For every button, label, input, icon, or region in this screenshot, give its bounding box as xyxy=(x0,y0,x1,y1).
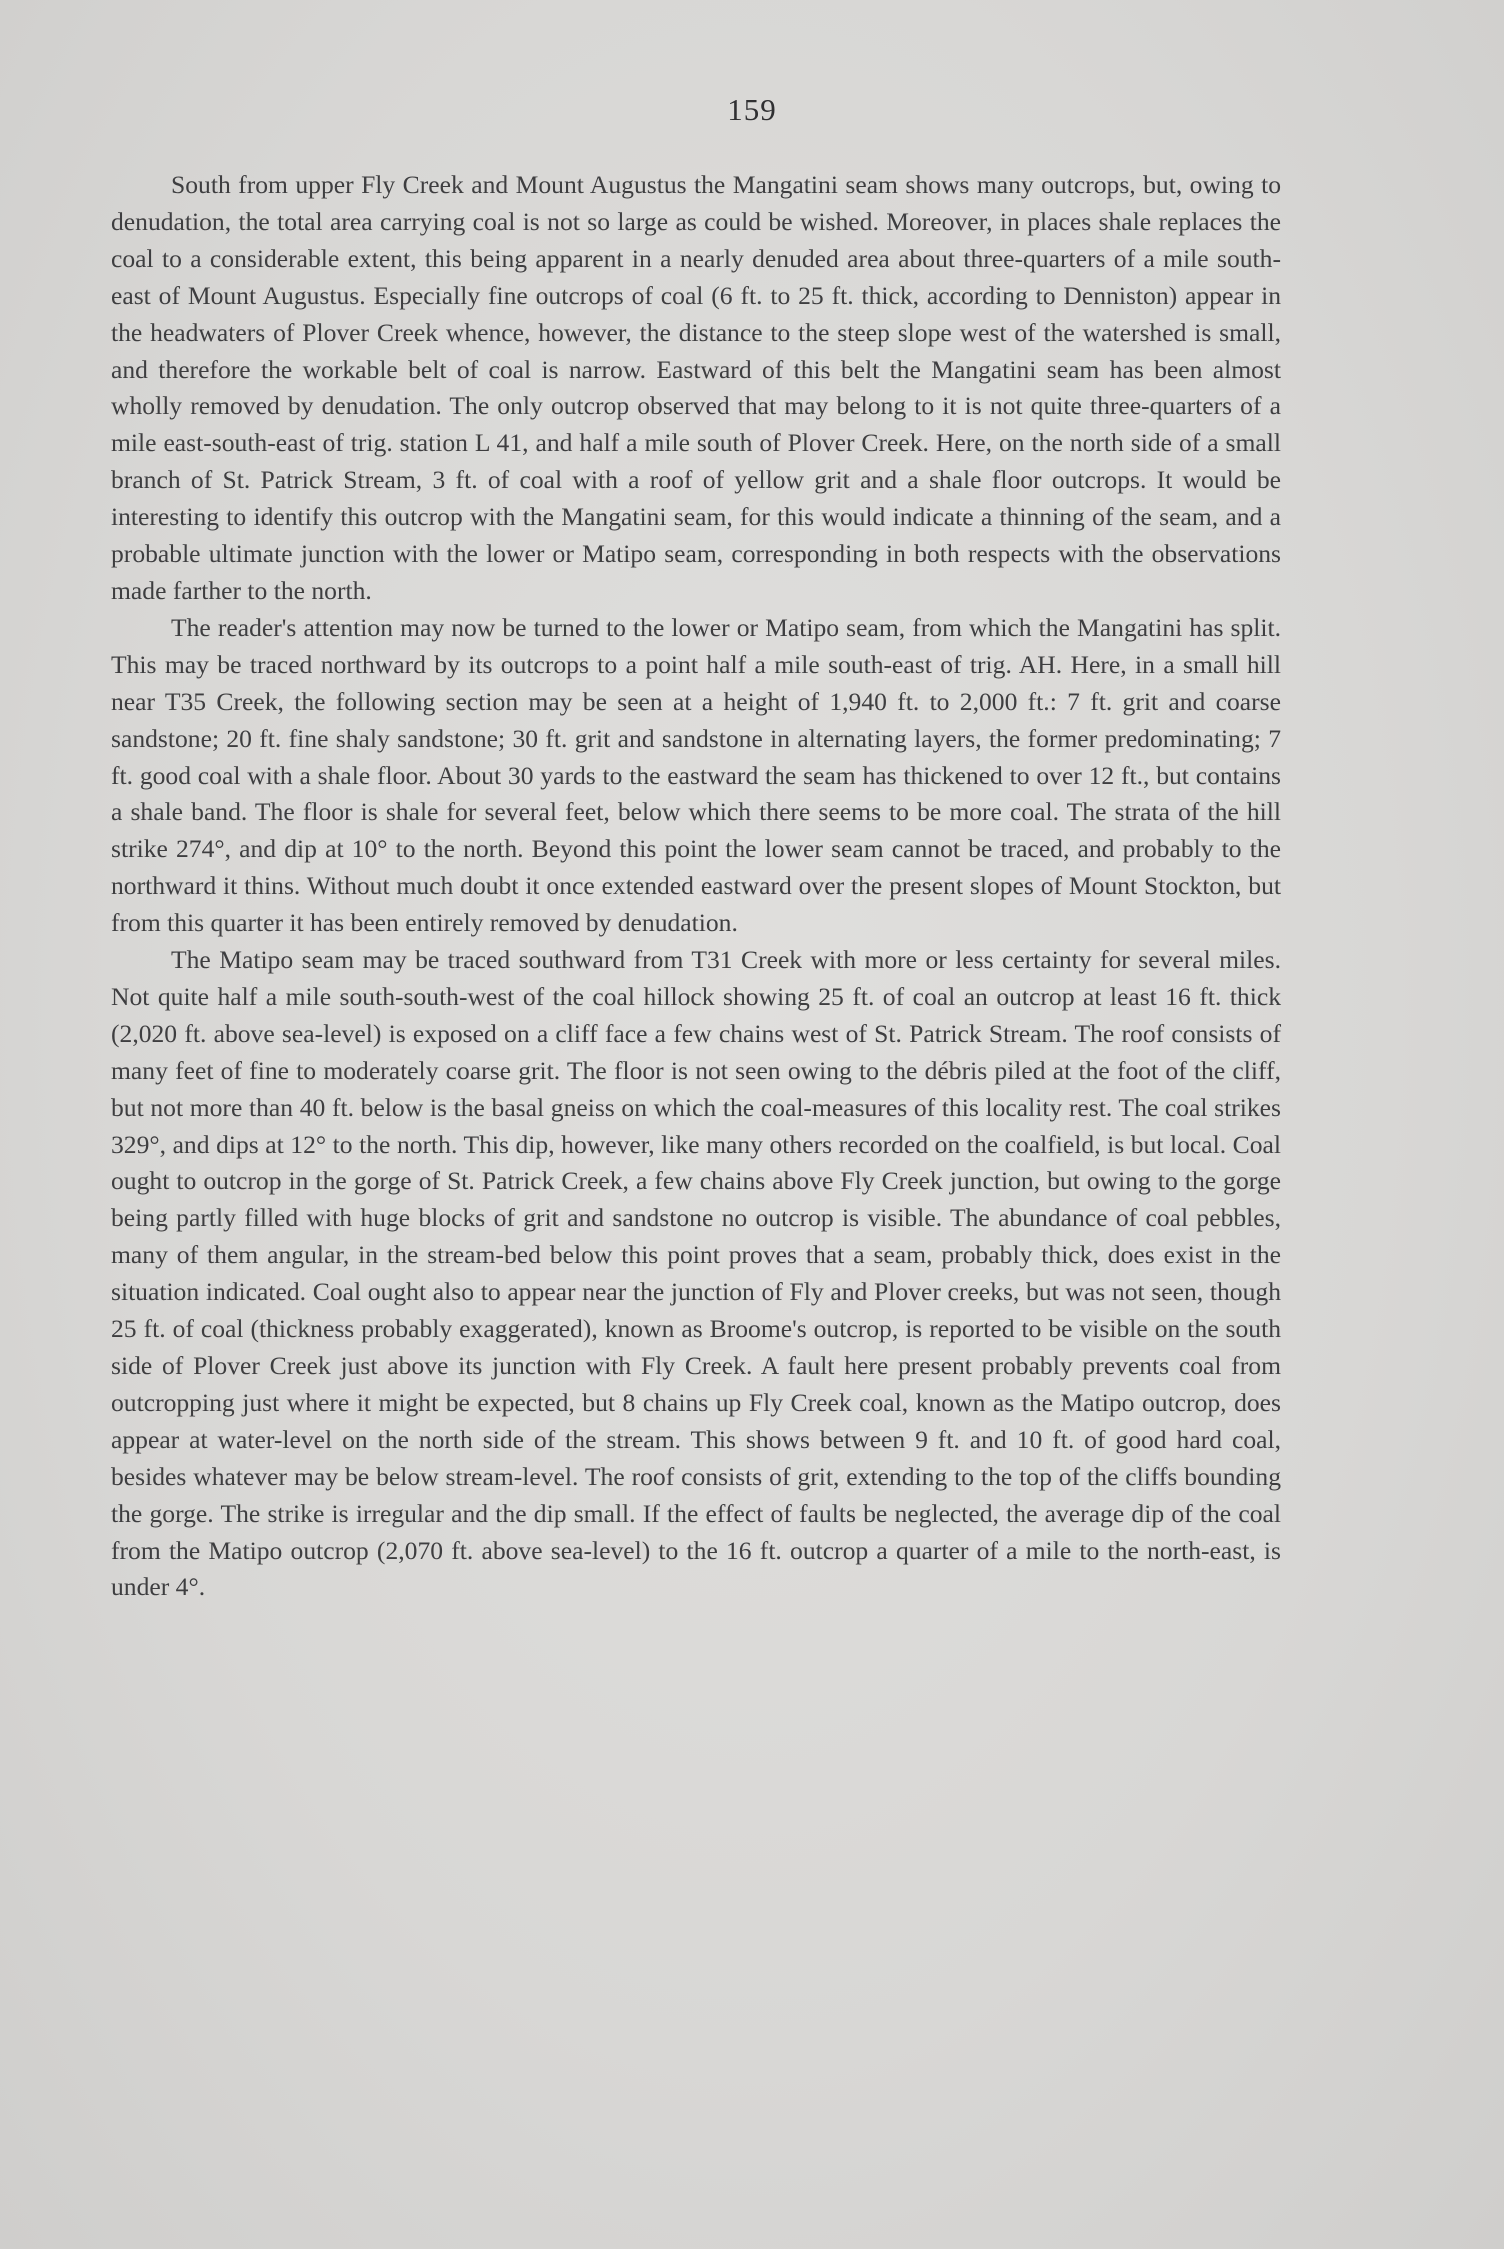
paragraph-matipo-seam-south: The Matipo seam may be traced southward from T31 Creek with more or less certainty for several miles. Not quite half a mile south-south-west of the coal hillock showing 25 ft. of coal an outcrop at least 16 ft. thick (2,020 ft. above sea-level) is exposed on a cliff face a few chains west of St. Patrick Stream. The roof consists of many feet of fine to moderately coarse grit. The floor is not seen owing to the débris piled at the foot of the cliff, but not more than 40 ft. below is the basal gneiss on which the coal-measures of this locality rest. The coal strikes 329°, and dips at 12° to the north. This dip, however, like many others recorded on the coalfield, is but local. Coal ought to outcrop in the gorge of St. Patrick Creek, a few chains above Fly Creek junction, but owing to the gorge being partly filled with huge blocks of grit and sandstone no outcrop is visible. The abundance of coal pebbles, many of them angular, in the stream-bed below this point proves that a seam, probably thick, does exist in the situation indicated. Coal ought also to appear near the junction of Fly and Plover creeks, but was not seen, though 25 ft. of coal (thickness probably exaggerated), known as Broome's outcrop, is reported to be visible on the south side of Plover Creek just above its junction with Fly Creek. A fault here present probably prevents coal from outcropping just where it might be expected, but 8 chains up Fly Creek coal, known as the Matipo outcrop, does appear at water-level on the north side of the stream. This shows between 9 ft. and 10 ft. of good hard coal, besides whatever may be below stream-level. The roof consists of grit, extending to the top of the cliffs bounding the gorge. The strike is irregular and the dip small. If the effect of faults be neglected, the average dip of the coal from the Matipo outcrop (2,070 ft. above sea-level) to the 16 ft. outcrop a quarter of a mile to the north-east, is under 4°. xyxy=(111,945,1281,1602)
page-number: 159 xyxy=(727,92,777,127)
body-text xyxy=(111,167,1281,1606)
paragraph-mangatini-seam: South from upper Fly Creek and Mount Augustus the Mangatini seam shows many outcrops, but, owing to denudation, the total area carrying coal is not so large as could be wished. Moreover, in places shale replaces the coal to a considerable extent, this being apparent in a nearly denuded area about three-quarters of a mile south-east of Mount Augustus. Especially fine outcrops of coal (6 ft. to 25 ft. thick, according to Denniston) appear in the headwaters of Plover Creek whence, however, the distance to the steep slope west of the watershed is small, and therefore the workable belt of coal is narrow. Eastward of this belt the Mangatini seam has been almost wholly removed by denudation. The only outcrop observed that may belong to it is not quite three-quarters of a mile east-south-east of trig. station L 41, and half a mile south of Plover Creek. Here, on the north side of a small branch of St. Patrick Stream, 3 ft. of coal with a roof of yellow grit and a shale floor outcrops. It would be interesting to identify this outcrop with the Mangatini seam, for this would indicate a thinning of the seam, and a probable ultimate junction with the lower or Matipo seam, corresponding in both respects with the observations made farther to the north. xyxy=(111,170,1281,605)
paragraph-matipo-seam-north: The reader's attention may now be turned to the lower or Matipo seam, from which the Mangatini has split. This may be traced northward by its outcrops to a point half a mile south-east of trig. AH. Here, in a small hill near T35 Creek, the following section may be seen at a height of 1,940 ft. to 2,000 ft.: 7 ft. grit and coarse sandstone; 20 ft. fine shaly sandstone; 30 ft. grit and sandstone in alternating layers, the former predominating; 7 ft. good coal with a shale floor. About 30 yards to the eastward the seam has thickened to over 12 ft., but contains a shale band. The floor is shale for several feet, below which there seems to be more coal. The strata of the hill strike 274°, and dip at 10° to the north. Beyond this point the lower seam cannot be traced, and probably to the northward it thins. Without much doubt it once extended eastward over the present slopes of Mount Stockton, but from this quarter it has been entirely removed by denudation. xyxy=(111,612,1281,938)
